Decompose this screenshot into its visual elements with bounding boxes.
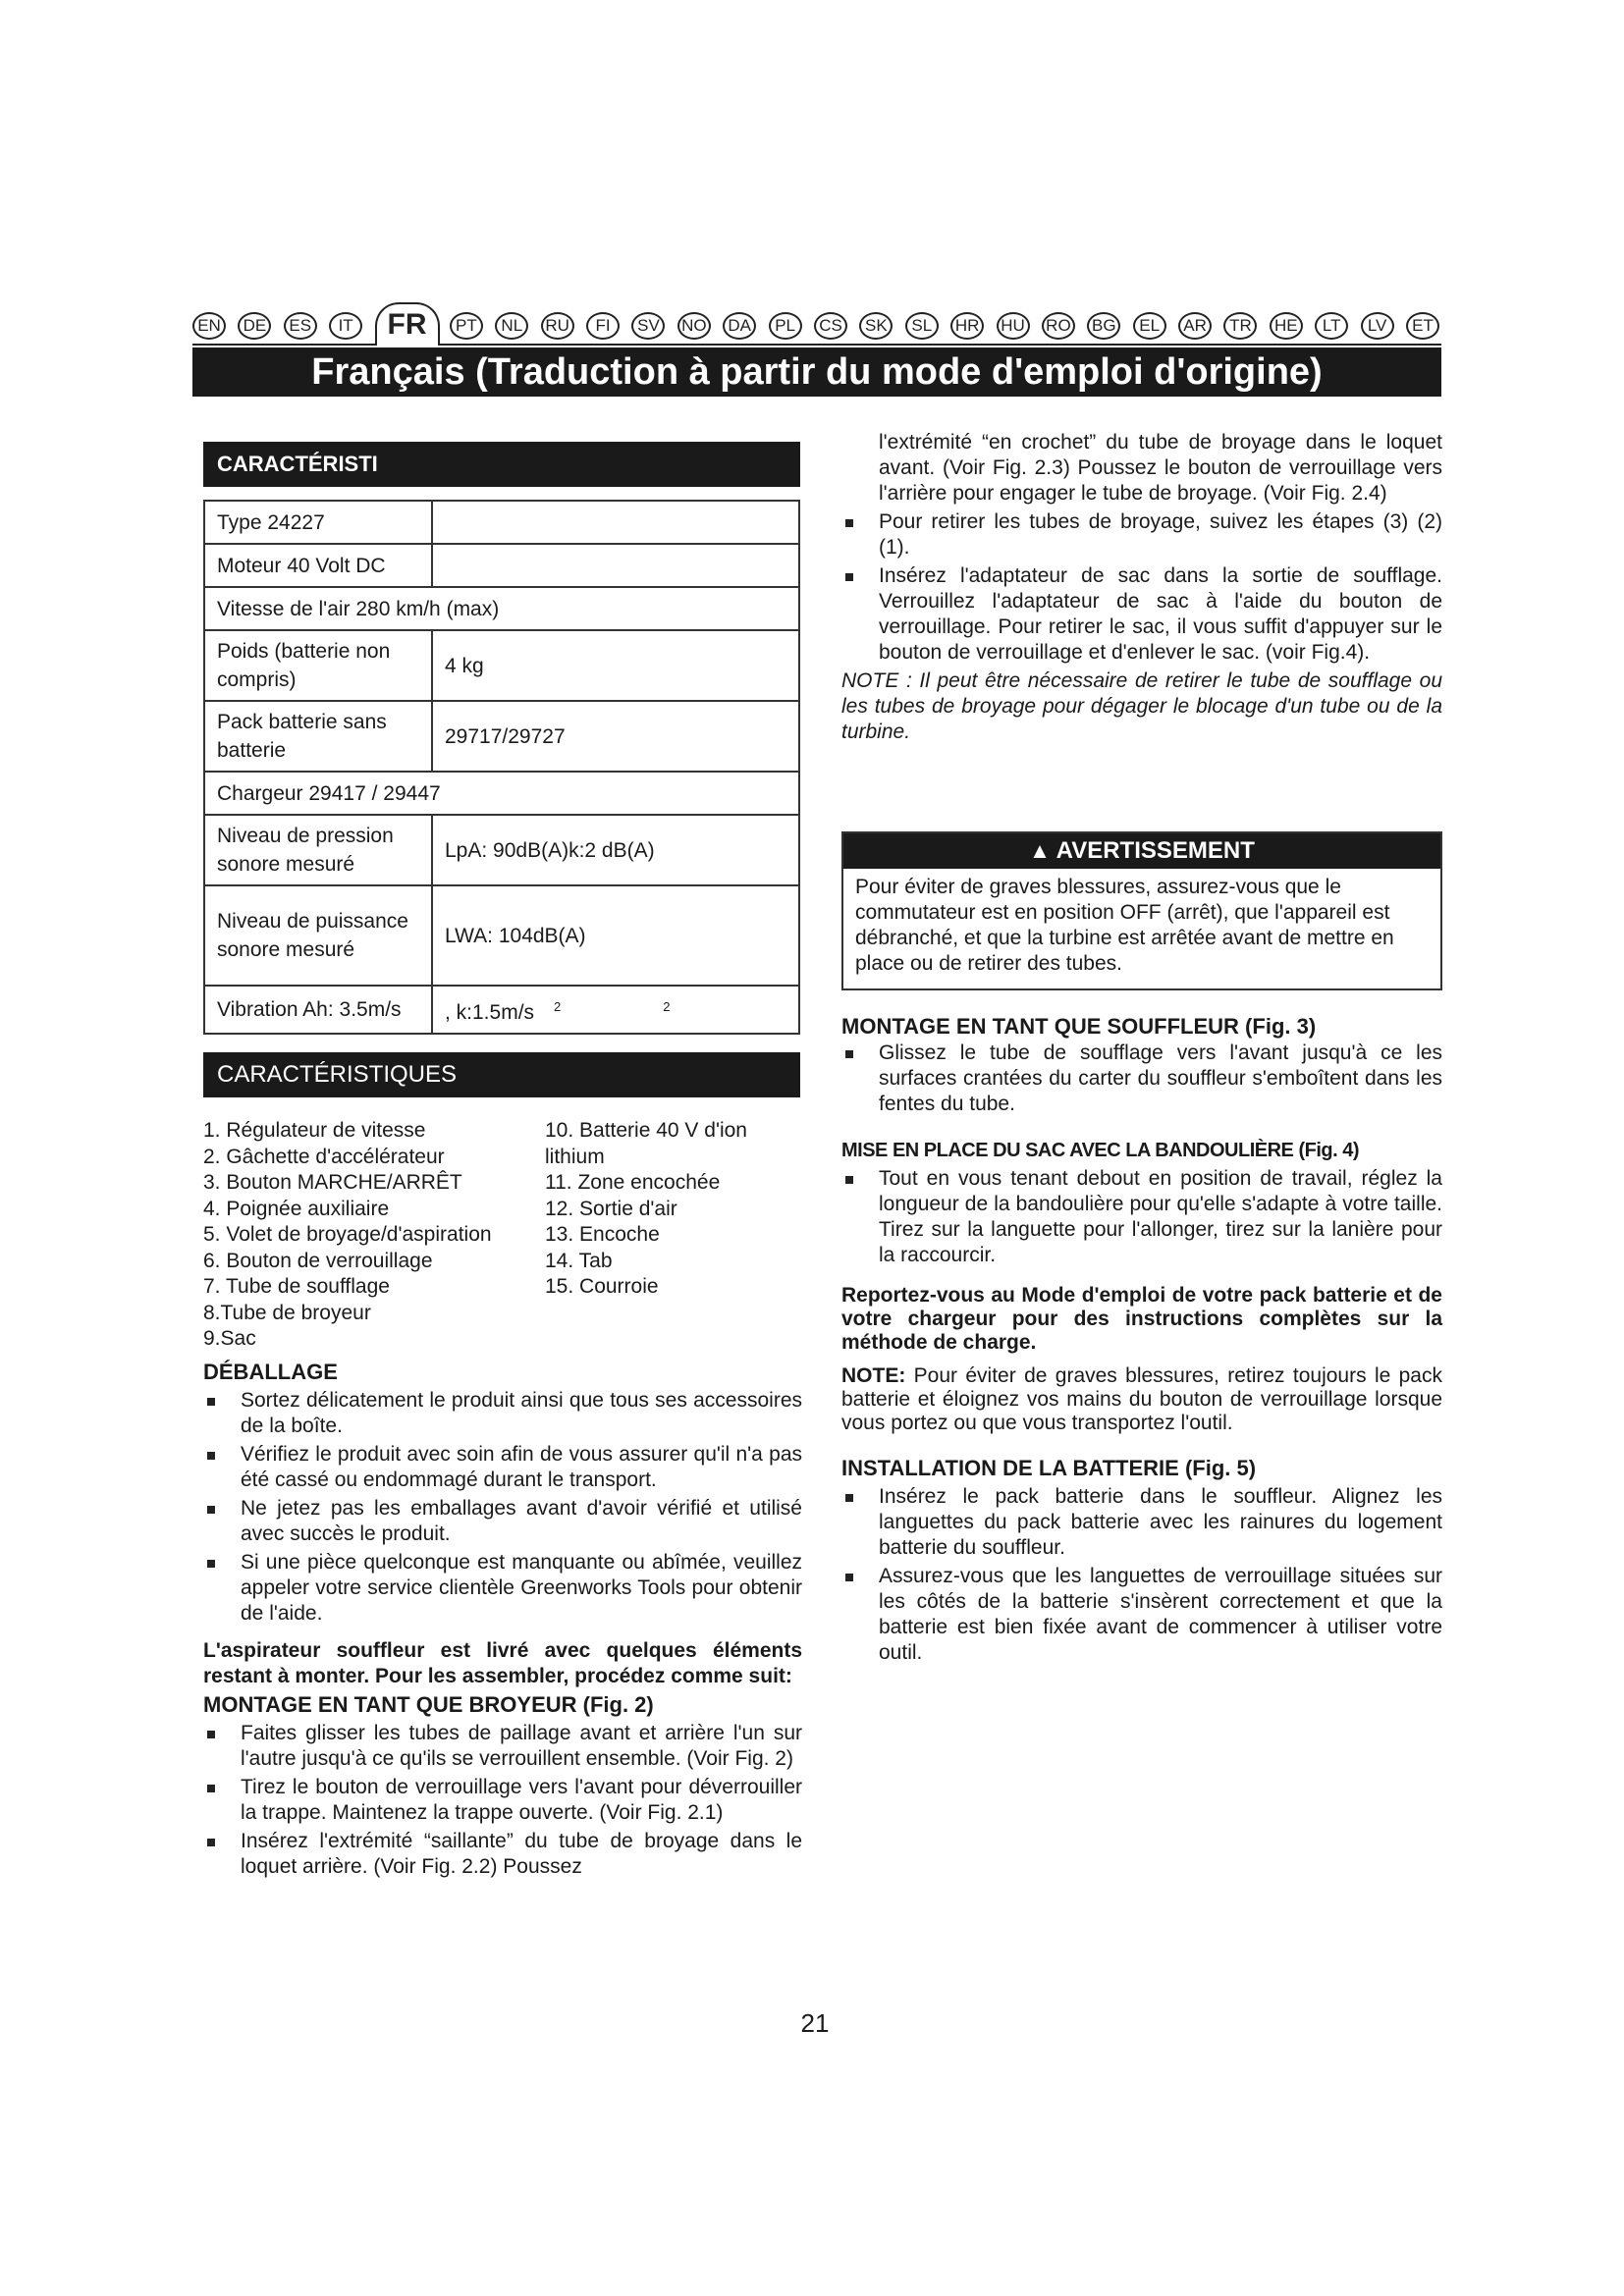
strap-list: [841, 1166, 1442, 1268]
lang-tab-sk[interactable]: SK: [859, 312, 893, 340]
battery-install-list: [841, 1484, 1442, 1666]
lang-tab-hu[interactable]: HU: [997, 312, 1030, 340]
warning-box: [841, 831, 1442, 990]
list-item: Glissez le tube de soufflage vers l'avant jusqu'à ce les surfaces crantées du carter du souffleur s'emboîtent dans les fentes du tube.: [841, 1041, 1442, 1117]
list-item: Vérifiez le produit avec soin afin de vous assurer qu'il n'a pas été cassé ou endommagé durant le transport.: [203, 1442, 802, 1493]
spec-label: Vitesse de l'air 280 km/h (max): [204, 587, 799, 630]
features-section-title: CARACTÉRISTIQUES: [203, 1052, 800, 1097]
table-row: [204, 885, 799, 986]
warning-triangle-icon: ▲: [1029, 838, 1051, 863]
list-item: Insérez le pack batterie dans le souffleur. Alignez les languettes du pack batterie avec les rainures du logement batterie du souffleur.: [841, 1484, 1442, 1561]
lang-tab-ar[interactable]: AR: [1178, 312, 1212, 340]
page-number: 21: [800, 2008, 830, 2038]
blower-list: [841, 1041, 1442, 1117]
lang-tab-en[interactable]: EN: [192, 312, 226, 340]
lang-tab-hr[interactable]: HR: [950, 312, 984, 340]
lang-tab-fi[interactable]: FI: [586, 312, 620, 340]
table-row: [204, 772, 799, 815]
parts-list-right: [545, 1118, 802, 1301]
table-row: [204, 587, 799, 630]
part-item: 3. Bouton MARCHE/ARRÊT: [203, 1171, 462, 1194]
unpacking-title: DÉBALLAGE: [203, 1360, 338, 1384]
right-column-lower: [841, 1013, 1442, 1669]
list-item: Sortez délicatement le produit ainsi que tous ses accessoires de la boîte.: [203, 1388, 802, 1439]
battery-install-title: INSTALLATION DE LA BATTERIE (Fig. 5): [841, 1456, 1257, 1480]
table-row: [204, 501, 799, 544]
lang-tab-el[interactable]: EL: [1133, 312, 1166, 340]
right-column-upper: [841, 430, 1442, 745]
spec-label: Chargeur 29417 / 29447: [204, 772, 799, 815]
lang-tab-no[interactable]: NO: [677, 312, 711, 340]
mulcher-title: MONTAGE EN TANT QUE BROYEUR (Fig. 2): [203, 1692, 654, 1717]
part-item: 12. Sortie d'air: [545, 1197, 677, 1220]
vibration-label: Vibration Ah: 3.5m/s: [217, 998, 402, 1021]
spec-value: 4 kg: [432, 630, 799, 701]
lang-tab-lt[interactable]: LT: [1315, 312, 1348, 340]
list-item: Insérez l'adaptateur de sac dans la sortie de soufflage. Verrouillez l'adaptateur de sac à l'aide du bouton de verrouillage. Pour retirer le sac, il vous suffit d'appuyer sur le bouton de verrouillage et d'enlever le sac. (voir Fig.4).: [841, 563, 1442, 666]
lang-tab-et[interactable]: ET: [1406, 312, 1439, 340]
lang-tab-it[interactable]: IT: [329, 312, 362, 340]
lang-tab-pt[interactable]: PT: [450, 312, 483, 340]
part-item: 1. Régulateur de vitesse: [203, 1119, 426, 1142]
lang-tab-bg[interactable]: BG: [1087, 312, 1120, 340]
list-item: Insérez l'extrémité “saillante” du tube de broyage dans le loquet arrière. (Voir Fig. 2.2) Poussez: [203, 1829, 802, 1880]
spec-value: [432, 501, 799, 544]
unit-exponent: 2: [663, 999, 671, 1014]
spec-value: [432, 544, 799, 587]
warning-title: AVERTISSEMENT: [1056, 837, 1255, 864]
warning-header: [843, 833, 1440, 869]
list-item: Assurez-vous que les languettes de verrouillage situées sur les côtés de la batterie s'insèrent correctement et que la batterie est bien fixée avant de commencer à utiliser votre outil.: [841, 1564, 1442, 1666]
part-item: 10. Batterie 40 V d'ion lithium: [545, 1119, 747, 1168]
table-row: [204, 701, 799, 772]
strap-title: MISE EN PLACE DU SAC AVEC LA BANDOULIÈRE (Fig. 4): [841, 1140, 1360, 1161]
lang-tab-ru[interactable]: RU: [541, 312, 574, 340]
part-item: 4. Poignée auxiliaire: [203, 1197, 390, 1220]
unpacking-list: [203, 1388, 802, 1627]
part-item: 5. Volet de broyage/d'aspiration: [203, 1223, 492, 1246]
list-item: Si une pièce quelconque est manquante ou abîmée, veuillez appeler votre service clientèle Greenworks Tools pour obtenir de l'aide.: [203, 1550, 802, 1627]
lang-tab-ro[interactable]: RO: [1042, 312, 1075, 340]
mulcher-list-continued: [841, 509, 1442, 666]
lang-tab-sl[interactable]: SL: [905, 312, 939, 340]
spec-label: Niveau de puissance sonore mesuré: [204, 885, 432, 986]
lang-tab-sv[interactable]: SV: [631, 312, 665, 340]
mulcher-note: NOTE : Il peut être nécessaire de retirer le tube de soufflage ou les tubes de broyage pour dégager le blocage d'un tube ou de la turbine.: [841, 669, 1442, 743]
part-item: 15. Courroie: [545, 1275, 659, 1298]
part-item: 2. Gâchette d'accélérateur: [203, 1145, 445, 1168]
spec-section-title: CARACTÉRISTI: [203, 442, 800, 487]
spec-value: LWA: 104dB(A): [432, 885, 799, 986]
assembly-intro: L'aspirateur souffleur est livré avec quelques éléments restant à monter. Pour les assembler, procédez comme suit:: [203, 1639, 802, 1687]
lang-tab-cs[interactable]: CS: [814, 312, 847, 340]
language-tabs: [192, 302, 1441, 346]
spec-table: [203, 500, 800, 1035]
lang-tab-he[interactable]: HE: [1270, 312, 1303, 340]
spec-label: Niveau de pression sonore mesuré: [204, 815, 432, 885]
battery-reference: Reportez-vous au Mode d'emploi de votre pack batterie et de votre chargeur pour des instructions complètes sur la méthode de charge.: [841, 1284, 1442, 1354]
list-item: Tout en vous tenant debout en position de travail, réglez la longueur de la bandoulière pour qu'elle s'adapte à votre taille. Tirez sur la languette pour l'allonger, tirez sur la lanière pour la raccourcir.: [841, 1166, 1442, 1268]
table-row: [204, 815, 799, 885]
part-item: 8.Tube de broyeur: [203, 1301, 371, 1324]
spec-label: Pack batterie sans batterie: [204, 701, 432, 772]
list-item: Ne jetez pas les emballages avant d'avoir vérifié et utilisé avec succès le produit.: [203, 1496, 802, 1547]
spec-label: Poids (batterie non compris): [204, 630, 432, 701]
note-label: NOTE:: [841, 1364, 906, 1387]
battery-note: [841, 1364, 1442, 1435]
list-item: Pour retirer les tubes de broyage, suivez les étapes (3) (2) (1).: [841, 509, 1442, 561]
left-column-lower: [203, 1359, 802, 1883]
mulcher-continued: l'extrémité “en crochet” du tube de broyage dans le loquet avant. (Voir Fig. 2.3) Poussez le bouton de verrouillage vers l'arrière pour engager le tube de broyage. (Voir Fig. 2.4): [879, 431, 1442, 505]
part-item: 7. Tube de soufflage: [203, 1275, 390, 1298]
lang-tab-es[interactable]: ES: [284, 312, 317, 340]
part-item: 11. Zone encochée: [545, 1171, 721, 1194]
part-item: 6. Bouton de verrouillage: [203, 1249, 433, 1272]
lang-tab-da[interactable]: DA: [723, 312, 756, 340]
vibration-value: , k:1.5m/s: [445, 1001, 535, 1024]
spec-value: LpA: 90dB(A)k:2 dB(A): [432, 815, 799, 885]
lang-tab-pl[interactable]: PL: [769, 312, 802, 340]
lang-tab-fr[interactable]: FR: [375, 302, 440, 346]
note-text: Pour éviter de graves blessures, retirez toujours le pack batterie et éloignez vos mains du bouton de verrouillage lorsque vous portez ou que vous transportez l'outil.: [841, 1364, 1442, 1434]
table-row: [204, 986, 799, 1034]
page-title: Français (Traduction à partir du mode d'emploi d'origine): [192, 347, 1441, 397]
mulcher-list: [203, 1721, 802, 1880]
list-item: Tirez le bouton de verrouillage vers l'avant pour déverrouiller la trappe. Maintenez la trappe ouverte. (Voir Fig. 2.1): [203, 1775, 802, 1826]
warning-text: Pour éviter de graves blessures, assurez-vous que le commutateur est en position OFF (arrêt), que l'appareil est débranché, et que la turbine est arrêtée avant de mettre en place ou de retirer des tubes.: [855, 876, 1394, 975]
spec-label: [204, 986, 432, 1034]
table-row: [204, 630, 799, 701]
part-item: 9.Sac: [203, 1327, 256, 1350]
list-item: Faites glisser les tubes de paillage avant et arrière l'un sur l'autre jusqu'à ce qu'ils se verrouillent ensemble. (Voir Fig. 2): [203, 1721, 802, 1772]
part-item: 13. Encoche: [545, 1223, 660, 1246]
spec-value: 29717/29727: [432, 701, 799, 772]
spec-value: [432, 986, 799, 1034]
spec-label: Moteur 40 Volt DC: [204, 544, 432, 587]
parts-list-left: [203, 1118, 537, 1353]
lang-tab-tr[interactable]: TR: [1223, 312, 1257, 340]
part-item: 14. Tab: [545, 1249, 613, 1272]
lang-tab-lv[interactable]: LV: [1361, 312, 1394, 340]
unit-exponent: 2: [554, 999, 562, 1014]
spec-label: Type 24227: [204, 501, 432, 544]
blower-title: MONTAGE EN TANT QUE SOUFFLEUR (Fig. 3): [841, 1014, 1317, 1039]
table-row: [204, 544, 799, 587]
lang-tab-nl[interactable]: NL: [495, 312, 528, 340]
lang-tab-de[interactable]: DE: [238, 312, 271, 340]
